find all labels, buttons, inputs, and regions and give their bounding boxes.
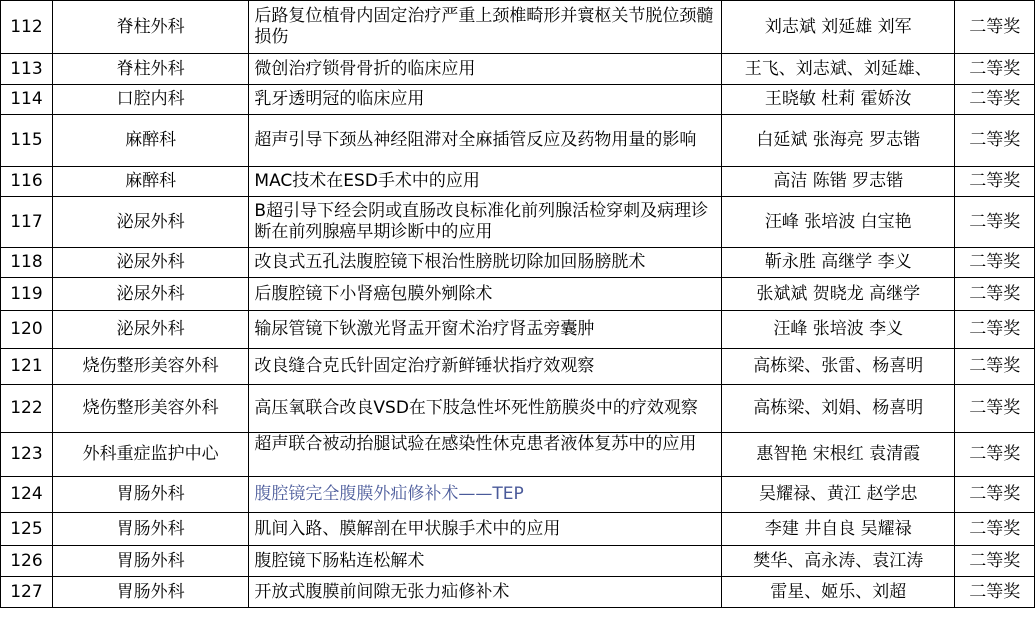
authors: 王晓敏 杜莉 霍娇汝 <box>722 85 955 115</box>
department: 胃肠外科 <box>52 513 249 546</box>
award-level: 二等奖 <box>955 349 1035 385</box>
project-title: 开放式腹膜前间隙无张力疝修补术 <box>249 577 722 608</box>
row-number: 113 <box>1 54 53 85</box>
table-row <box>1 546 1035 577</box>
authors: 吴耀禄、黄江 赵学忠 <box>722 477 955 513</box>
table-row <box>1 349 1035 385</box>
project-title: 超声引导下颈丛神经阻滞对全麻插管反应及药物用量的影响 <box>249 115 722 167</box>
department: 烧伤整形美容外科 <box>52 349 249 385</box>
project-title: 改良式五孔法腹腔镜下根治性膀胱切除加回肠膀胱术 <box>249 248 722 278</box>
authors: 汪峰 张培波 李义 <box>722 311 955 349</box>
award-level: 二等奖 <box>955 85 1035 115</box>
department: 麻醉科 <box>52 167 249 197</box>
department: 脊柱外科 <box>52 1 249 54</box>
table-row <box>1 197 1035 248</box>
authors: 樊华、高永涛、袁江涛 <box>722 546 955 577</box>
department: 胃肠外科 <box>52 477 249 513</box>
department: 胃肠外科 <box>52 577 249 608</box>
row-number: 116 <box>1 167 53 197</box>
department: 泌尿外科 <box>52 311 249 349</box>
row-number: 117 <box>1 197 53 248</box>
row-number: 124 <box>1 477 53 513</box>
award-level: 二等奖 <box>955 513 1035 546</box>
row-number: 115 <box>1 115 53 167</box>
award-level: 二等奖 <box>955 546 1035 577</box>
project-title: 后腹腔镜下小肾癌包膜外剜除术 <box>249 278 722 311</box>
project-title: 改良缝合克氏针固定治疗新鲜锤状指疗效观察 <box>249 349 722 385</box>
row-number: 114 <box>1 85 53 115</box>
project-title: 乳牙透明冠的临床应用 <box>249 85 722 115</box>
project-title: 肌间入路、膜解剖在甲状腺手术中的应用 <box>249 513 722 546</box>
award-level: 二等奖 <box>955 385 1035 433</box>
authors: 汪峰 张培波 白宝艳 <box>722 197 955 248</box>
row-number: 112 <box>1 1 53 54</box>
award-level: 二等奖 <box>955 54 1035 85</box>
award-level: 二等奖 <box>955 115 1035 167</box>
project-title: 后路复位植骨内固定治疗严重上颈椎畸形并寰枢关节脱位颈髓损伤 <box>249 1 722 54</box>
department: 麻醉科 <box>52 115 249 167</box>
project-title: MAC技术在ESD手术中的应用 <box>249 167 722 197</box>
project-title: 腹腔镜下肠粘连松解术 <box>249 546 722 577</box>
row-number: 120 <box>1 311 53 349</box>
award-level: 二等奖 <box>955 248 1035 278</box>
department: 口腔内科 <box>52 85 249 115</box>
table-row <box>1 477 1035 513</box>
authors: 白延斌 张海亮 罗志锴 <box>722 115 955 167</box>
row-number: 123 <box>1 433 53 477</box>
table-row <box>1 513 1035 546</box>
award-level: 二等奖 <box>955 477 1035 513</box>
authors: 张斌斌 贺晓龙 高继学 <box>722 278 955 311</box>
authors: 刘志斌 刘延雄 刘军 <box>722 1 955 54</box>
department: 泌尿外科 <box>52 278 249 311</box>
authors: 王飞、刘志斌、刘延雄、 <box>722 54 955 85</box>
table-row <box>1 115 1035 167</box>
table-row <box>1 278 1035 311</box>
authors: 李建 井自良 吴耀禄 <box>722 513 955 546</box>
award-level: 二等奖 <box>955 278 1035 311</box>
row-number: 125 <box>1 513 53 546</box>
project-title <box>249 433 722 477</box>
table-row <box>1 577 1035 608</box>
table-row <box>1 1 1035 54</box>
row-number: 126 <box>1 546 53 577</box>
award-level: 二等奖 <box>955 197 1035 248</box>
table-row <box>1 167 1035 197</box>
award-level: 二等奖 <box>955 311 1035 349</box>
authors: 高栋梁、刘娟、杨喜明 <box>722 385 955 433</box>
project-title: 输尿管镜下钬激光肾盂开窗术治疗肾盂旁囊肿 <box>249 311 722 349</box>
project-title-text: 超声联合被动抬腿试验在感染性休克患者液体复苏中的应用 <box>254 433 697 454</box>
project-title: 高压氧联合改良VSD在下肢急性坏死性筋膜炎中的疗效观察 <box>249 385 722 433</box>
department: 胃肠外科 <box>52 546 249 577</box>
project-title: 微创治疗锁骨骨折的临床应用 <box>249 54 722 85</box>
table-row <box>1 433 1035 477</box>
award-level: 二等奖 <box>955 1 1035 54</box>
authors: 雷星、姬乐、刘超 <box>722 577 955 608</box>
department: 泌尿外科 <box>52 197 249 248</box>
authors: 靳永胜 高继学 李义 <box>722 248 955 278</box>
row-number: 122 <box>1 385 53 433</box>
award-level: 二等奖 <box>955 433 1035 477</box>
authors: 高洁 陈锴 罗志锴 <box>722 167 955 197</box>
table-row <box>1 85 1035 115</box>
project-title: 腹腔镜完全腹膜外疝修补术——TEP <box>249 477 722 513</box>
row-number: 119 <box>1 278 53 311</box>
row-number: 127 <box>1 577 53 608</box>
award-level: 二等奖 <box>955 577 1035 608</box>
authors: 高栋梁、张雷、杨喜明 <box>722 349 955 385</box>
table-row <box>1 54 1035 85</box>
table-row <box>1 385 1035 433</box>
department: 泌尿外科 <box>52 248 249 278</box>
department: 烧伤整形美容外科 <box>52 385 249 433</box>
award-level: 二等奖 <box>955 167 1035 197</box>
table-row <box>1 248 1035 278</box>
row-number: 121 <box>1 349 53 385</box>
department: 外科重症监护中心 <box>52 433 249 477</box>
department: 脊柱外科 <box>52 54 249 85</box>
table-row <box>1 311 1035 349</box>
row-number: 118 <box>1 248 53 278</box>
authors: 惠智艳 宋根红 袁清霞 <box>722 433 955 477</box>
project-title: B超引导下经会阴或直肠改良标准化前列腺活检穿刺及病理诊断在前列腺癌早期诊断中的应用 <box>249 197 722 248</box>
